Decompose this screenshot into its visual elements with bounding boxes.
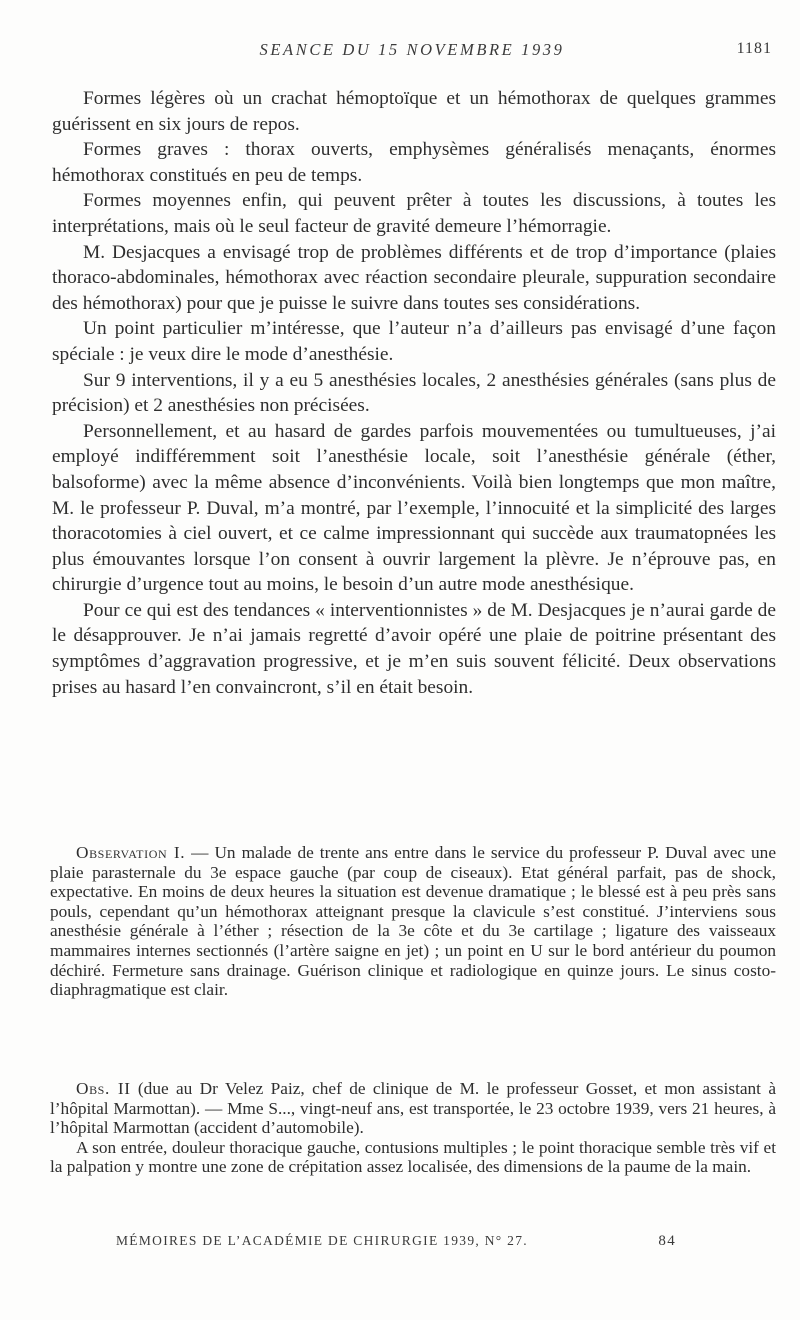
paragraph: Un point particulier m’intéresse, que l’auteur n’a d’ailleurs pas envisagé d’une façon spéciale : je veux dire le mode d’anesthésie.: [52, 318, 776, 365]
main-text: [52, 86, 776, 700]
paragraph: Sur 9 interventions, il y a eu 5 anesthésies locales, 2 anesthésies générales (sans plus de précision) et 2 anesthésies non précisées.: [52, 369, 776, 417]
observation-2-label: Obs. II: [76, 1079, 131, 1098]
sheet-number: 84: [658, 1233, 676, 1249]
running-title: SEANCE DU 15 NOVEMBRE 1939: [259, 40, 565, 59]
page-footer: [116, 1233, 676, 1255]
observation-2-paragraph: [50, 1079, 776, 1138]
observation-2: [50, 1079, 776, 1177]
observation-2-continuation: A son entrée, douleur thoracique gauche, contusions multiples ; le point thoracique semble très vif et la palpation y montre une zone de crépitation assez localisée, des dimensions de la paume de la main.: [50, 1137, 776, 1177]
paragraph: Formes légères où un crachat hémoptoïque et un hémothorax de quelques grammes guérissent en six jours de repos.: [52, 88, 776, 135]
paragraph: Personnellement, et au hasard de gardes parfois mouvementées ou tumultueuses, j’ai employé indifféremment soit l’anesthésie locale, soit l’anesthésie générale (éther, balsoforme) avec la même absence d’inconvénients. Voilà bien longtemps que mon maître, M. le professeur P. Duval, m’a montré, par l’exemple, l’innocuité et la simplicité des larges thoracotomies à ciel ouvert, et ce calme impressionnant qui succède aux traumatopnées les plus émouvantes lorsque l’on consent à ouvrir largement la plèvre. Je n’éprouve pas, en chirurgie d’urgence tout au moins, le besoin d’un autre mode anesthésique.: [52, 420, 776, 596]
observation-2-text: (due au Dr Velez Paiz, chef de clinique de M. le professeur Gosset, et mon assistant à l’hôpital Marmottan). — Mme S..., vingt-neuf ans, est transportée, le 23 octobre 1939, vers 21 heures, à l’hôpital Marmottan (accident d’automobile).: [50, 1079, 777, 1138]
journal-citation: MÉMOIRES DE L’ACADÉMIE DE CHIRURGIE 1939, N° 27.: [116, 1233, 528, 1248]
paragraph: Formes graves : thorax ouverts, emphysèmes généralisés menaçants, énormes hémothorax constitués en peu de temps.: [52, 139, 776, 186]
paragraph: Pour ce qui est des tendances « interventionnistes » de M. Desjacques je n’aurai garde de le désapprouver. Je n’ai jamais regretté d’avoir opéré une plaie de poitrine présentant des symptômes d’aggravation progressive, et je m’en suis souvent félicité. Deux observations prises au hasard l’en convaincront, s’il en était besoin.: [52, 599, 776, 698]
observation-1-label: Observation I.: [76, 843, 186, 862]
paragraph: M. Desjacques a envisagé trop de problèmes différents et de trop d’importance (plaies thoraco-abdominales, hémothorax avec réaction secondaire pleurale, suppuration secondaire des hémothorax) pour que je puisse le suivre dans toutes ses considérations.: [52, 241, 776, 314]
paragraph: Formes moyennes enfin, qui peuvent prêter à toutes les discussions, à toutes les interprétations, mais où le seul facteur de gravité demeure l’hémorragie.: [52, 190, 776, 237]
observation-1-text: — Un malade de trente ans entre dans le service du professeur P. Duval avec une plaie parasternale du 3e espace gauche (par coup de ciseaux). Etat général parfait, pas de shock, expectative. En moins de deux heures la situation est devenue dramatique ; le blessé est à peu près sans pouls, cependant qu’un hémothorax atteignant presque la clavicule s’est constitué. J’interviens sous anesthésie générale à l’éther ; résection de la 3e côte et du 3e cartilage ; ligature des vaisseaux mammaires internes sectionnés (l’artère saigne en jet) ; un point en U sur le bord antérieur du poumon déchiré. Fermeture sans drainage. Guérison clinique et radiologique en quinze jours. Le sinus costo-diaphragmatique est clair.: [50, 843, 776, 1000]
running-head: [52, 40, 772, 64]
observation-1-paragraph: [50, 843, 776, 1000]
page-number: 1181: [736, 40, 772, 57]
observation-1: [50, 843, 776, 1000]
